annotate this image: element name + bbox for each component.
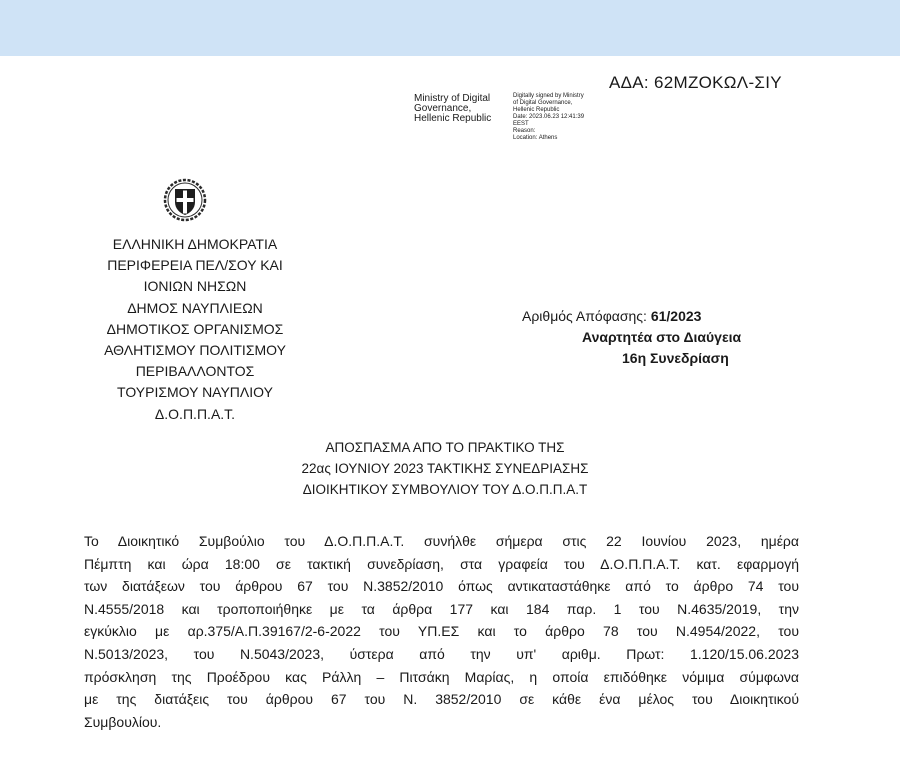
signature-name-line: Governance, — [414, 103, 472, 114]
signature-details — [513, 93, 584, 142]
body-line: Πέμπτη και ώρα 18:00 σε τακτική συνεδρίαση, στα γραφεία του Δ.Ο.Π.Π.Α.Τ. κατ. εφαρμογή — [84, 555, 799, 572]
posting-note: Αναρτητέα στο Διαύγεια — [582, 329, 742, 345]
signature-detail-line: Date: 2023.06.23 12:41:39 — [513, 114, 585, 120]
extract-title-line: ΑΠΟΣΠΑΣΜΑ ΑΠΟ ΤΟ ΠΡΑΚΤΙΚΟ ΤΗΣ — [325, 440, 565, 455]
signature-detail-line: EEST — [513, 121, 529, 127]
body-line: πρόσκληση της Προέδρου κας Ράλλη – Πιτσάκη Μαρίας, η οποία επιδόθηκε νόμιμα σύμφωνα — [84, 668, 799, 685]
signature-detail-line: Reason: — [513, 128, 536, 134]
signature-detail-line: of Digital Governance, — [513, 100, 573, 106]
body-line: Το Διοικητικό Συμβούλιο του Δ.Ο.Π.Π.Α.Τ. συνήλθε σήμερα στις 22 Ιουνίου 2023, ημέρα — [84, 533, 799, 549]
organization-line: ΠΕΡΙΦΕΡΕΙΑ ΠΕΛ/ΣΟΥ ΚΑΙ — [107, 257, 283, 274]
body-line: με της διατάξεις του άρθρου 67 του Ν. 3852/2010 σε κάθε ένα μέλος του Διοικητικού — [84, 691, 799, 708]
top-banner — [0, 0, 900, 56]
signature-detail-line: Hellenic Republic — [513, 107, 560, 113]
organization-header — [80, 234, 310, 425]
extract-title-line: ΔΙΟΙΚΗΤΙΚΟΥ ΣΥΜΒΟΥΛΙΟΥ ΤΟΥ Δ.Ο.Π.Π.Α.Τ — [302, 482, 588, 497]
organization-line: ΑΘΛΗΤΙΣΜΟΥ ΠΟΛΙΤΙΣΜΟΥ — [104, 342, 286, 359]
extract-title — [200, 437, 690, 500]
signature-detail-line: Digitally signed by Ministry — [513, 93, 584, 99]
body-line: των διατάξεων του άρθρου 67 του Ν.3852/2010 όπως αντικαταστάθηκε από το άρθρο 74 του — [84, 578, 799, 595]
organization-line: Δ.Ο.Π.Π.Α.Τ. — [154, 405, 236, 422]
decision-info — [522, 306, 741, 369]
organization-line: ΙΟΝΙΩΝ ΝΗΣΩΝ — [143, 278, 247, 295]
hellenic-emblem-icon — [163, 178, 207, 222]
signature-name — [414, 94, 491, 124]
body-line: Συμβουλίου. — [84, 713, 162, 730]
decision-number — [522, 306, 741, 327]
body-line: Ν.4555/2018 και τροποποιήθηκε με τα άρθρα 177 και 184 παρ. 1 του Ν.4635/2019, την — [84, 600, 799, 617]
ada-code: ΑΔΑ: 62ΜΖΟΚΩΛ-ΣΙΥ — [609, 73, 782, 92]
organization-line: ΔΗΜΟΤΙΚΟΣ ΟΡΓΑΝΙΣΜΟΣ — [106, 320, 284, 337]
organization-line: ΕΛΛΗΝΙΚΗ ΔΗΜΟΚΡΑΤΙΑ — [112, 236, 278, 252]
organization-line: ΠΕΡΙΒΑΛΛΟΝΤΟΣ — [135, 363, 255, 380]
signature-name-line: Hellenic Republic — [414, 113, 492, 124]
body-line: εγκύκλιο με αρ.375/Α.Π.39167/2-6-2022 του ΥΠ.ΕΣ και το άρθρο 78 του Ν.4954/2022, του — [84, 623, 799, 640]
body-paragraph — [84, 530, 799, 733]
organization-line: ΔΗΜΟΣ ΝΑΥΠΛΙΕΩΝ — [127, 299, 263, 316]
signature-detail-line: Location: Athens — [513, 135, 558, 141]
decision-number-value: 61/2023 — [650, 308, 702, 324]
organization-line: ΤΟΥΡΙΣΜΟΥ ΝΑΥΠΛΙΟΥ — [117, 384, 273, 401]
signature-name-line: Ministry of Digital — [414, 93, 491, 104]
extract-title-line: 22ας ΙΟΥΝΙΟΥ 2023 ΤΑΚΤΙΚΗΣ ΣΥΝΕΔΡΙΑΣΗΣ — [301, 461, 589, 476]
decision-number-label: Αριθμός Απόφασης: — [522, 308, 651, 324]
body-line: Ν.5013/2023, του Ν.5043/2023, ύστερα από την υπ' αριθμ. Πρωτ: 1.120/15.06.2023 — [84, 645, 799, 662]
session-number: 16η Συνεδρίαση — [622, 350, 729, 366]
